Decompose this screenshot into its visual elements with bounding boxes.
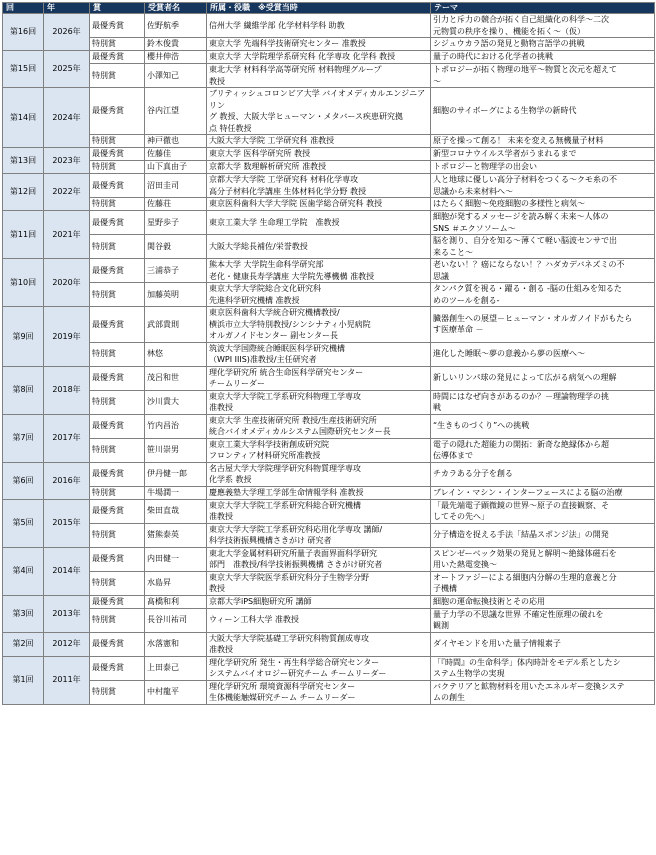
affiliation-cell: 東京大学 先端科学技術研究センター 准教授 — [207, 38, 431, 51]
table-row — [3, 656, 655, 680]
table-row — [3, 547, 655, 571]
theme-cell: 電子の隠れた超能力の開拓：新奇な絶縁体から超 伝導体まで — [431, 438, 655, 462]
header-affiliation: 所属・役職 ※受賞当時 — [207, 3, 431, 14]
prize-cell: 最優秀賞 — [90, 632, 145, 656]
prize-cell: 最優秀賞 — [90, 148, 145, 161]
theme-cell: 人と地球に優しい高分子材料をつくる～クモ糸の不 思議から未来材料へ～ — [431, 174, 655, 198]
prize-cell: 特別賞 — [90, 198, 145, 211]
header-round: 回 — [3, 3, 44, 14]
recipient-name-cell: 林悠 — [145, 342, 207, 366]
table-row — [3, 595, 655, 608]
year-cell: 2018年 — [44, 366, 90, 414]
table-row — [3, 64, 655, 88]
table-row — [3, 51, 655, 64]
recipient-name-cell: 牛場潤一 — [145, 486, 207, 499]
header-theme: テーマ — [431, 3, 655, 14]
round-cell: 第4回 — [3, 547, 44, 595]
affiliation-cell: 京都大学 数理解析研究所 准教授 — [207, 161, 431, 174]
round-cell: 第7回 — [3, 414, 44, 462]
recipient-name-cell: 沙川貴大 — [145, 390, 207, 414]
year-cell: 2016年 — [44, 462, 90, 499]
affiliation-cell: 東京大学 生産技術研究所 教授/生産技術研究所 統合バイオメディカルシステム国際研究センター長 — [207, 414, 431, 438]
theme-cell: 新型コロナウイルス学者がうまれるまで — [431, 148, 655, 161]
table-row — [3, 366, 655, 390]
prize-cell: 最優秀賞 — [90, 174, 145, 198]
year-cell: 2026年 — [44, 14, 90, 51]
round-cell: 第15回 — [3, 51, 44, 88]
theme-cell: 新しいリンパ球の発見によって広がる病気への理解 — [431, 366, 655, 390]
prize-cell: 特別賞 — [90, 486, 145, 499]
theme-cell: 「最先端電子顕微鏡の世界～原子の直接観察、そ してその先へ」 — [431, 499, 655, 523]
recipient-name-cell: 長谷川祐司 — [145, 608, 207, 632]
prize-cell: 最優秀賞 — [90, 656, 145, 680]
theme-cell: “生きものづくり”への挑戦 — [431, 414, 655, 438]
table-row — [3, 608, 655, 632]
theme-cell: 時間にはなぜ向きがあるのか？－理論物理学の挑 戦 — [431, 390, 655, 414]
prize-cell: 特別賞 — [90, 235, 145, 259]
year-cell: 2022年 — [44, 174, 90, 211]
table-row — [3, 14, 655, 38]
table-row — [3, 523, 655, 547]
theme-cell: 細胞が発するメッセージを読み解く未来～人体の SNS ＃エクソソーム～ — [431, 211, 655, 235]
table-row — [3, 235, 655, 259]
year-cell: 2011年 — [44, 656, 90, 704]
year-cell: 2025年 — [44, 51, 90, 88]
recipient-name-cell: 内田健一 — [145, 547, 207, 571]
affiliation-cell: 東京大学 大学院理学系研究科 化学専攻 化学科 教授 — [207, 51, 431, 64]
prize-cell: 最優秀賞 — [90, 462, 145, 486]
affiliation-cell: 東北大学 材料科学高等研究所 材料物理グループ 教授 — [207, 64, 431, 88]
prize-cell: 特別賞 — [90, 161, 145, 174]
recipient-name-cell: 山下真由子 — [145, 161, 207, 174]
prize-cell: 最優秀賞 — [90, 595, 145, 608]
prize-cell: 特別賞 — [90, 283, 145, 307]
affiliation-cell: 東京大学大学院総合文化研究科 先進科学研究機構 准教授 — [207, 283, 431, 307]
table-row — [3, 632, 655, 656]
table-row — [3, 499, 655, 523]
theme-cell: 臓器創生への展望－ヒューマン・オルガノイドがもたら す医療革命 － — [431, 307, 655, 343]
theme-cell: 量子力学の不思議な世界 不確定性原理の破れを 観測 — [431, 608, 655, 632]
prize-cell: 特別賞 — [90, 135, 145, 148]
theme-cell: バクテリアと鉱物材料を用いたエネルギー変換システ ムの創生 — [431, 680, 655, 704]
affiliation-cell: 大阪大学大学院 工学研究科 准教授 — [207, 135, 431, 148]
theme-cell: 量子の時代における化学者の挑戦 — [431, 51, 655, 64]
affiliation-cell: 東京工業大学 生命理工学院 准教授 — [207, 211, 431, 235]
year-cell: 2023年 — [44, 148, 90, 174]
theme-cell: ブレイン・マシン・インターフェースによる脳の治療 — [431, 486, 655, 499]
affiliation-cell: ウィーン工科大学 准教授 — [207, 608, 431, 632]
affiliation-cell: 東京大学大学院工学系研究科応用化学専攻 講師/ 科学技術振興機構さきがけ 研究者 — [207, 523, 431, 547]
affiliation-cell: ブリティッシュコロンビア大学 バイオメディカルエンジニアリン グ 教授、大阪大学ヒューマン・メタバース疾患研究拠 点 特任教授 — [207, 88, 431, 135]
table-row — [3, 148, 655, 161]
table-row — [3, 414, 655, 438]
recipient-name-cell: 佐藤荘 — [145, 198, 207, 211]
prize-cell: 最優秀賞 — [90, 259, 145, 283]
recipient-name-cell: 三浦恭子 — [145, 259, 207, 283]
prize-cell: 特別賞 — [90, 608, 145, 632]
table-row — [3, 680, 655, 704]
prize-cell: 最優秀賞 — [90, 414, 145, 438]
table-row — [3, 283, 655, 307]
year-cell: 2012年 — [44, 632, 90, 656]
theme-cell: 老いない！？癌にならない！？ハダカデバネズミの不 思議 — [431, 259, 655, 283]
recipient-name-cell: 笹川崇男 — [145, 438, 207, 462]
prize-cell: 最優秀賞 — [90, 366, 145, 390]
recipient-name-cell: 武部貴則 — [145, 307, 207, 343]
recipient-name-cell: 関谷毅 — [145, 235, 207, 259]
header-prize: 賞 — [90, 3, 145, 14]
recipient-name-cell: 水落憲和 — [145, 632, 207, 656]
prize-cell: 特別賞 — [90, 523, 145, 547]
theme-cell: シジュウカラ語の発見と動物言語学の挑戦 — [431, 38, 655, 51]
prize-cell: 特別賞 — [90, 438, 145, 462]
theme-cell: 進化した睡眠～夢の意義から夢の医療へ～ — [431, 342, 655, 366]
recipient-name-cell: 中村龍平 — [145, 680, 207, 704]
year-cell: 2015年 — [44, 499, 90, 547]
round-cell: 第12回 — [3, 174, 44, 211]
recipient-name-cell: 谷内江望 — [145, 88, 207, 135]
table-row — [3, 307, 655, 343]
year-cell: 2021年 — [44, 211, 90, 259]
prize-cell: 特別賞 — [90, 571, 145, 595]
prize-cell: 最優秀賞 — [90, 547, 145, 571]
affiliation-cell: 慶應義塾大学理工学部生命情報学科 准教授 — [207, 486, 431, 499]
affiliation-cell: 大阪大学大学院基礎工学研究科物質創成専攻 准教授 — [207, 632, 431, 656]
theme-cell: 引力と斥力の競合が拓く自己組織化の科学～二次 元物質の秩序を操り、機能を拓く～（仮） — [431, 14, 655, 38]
table-row — [3, 198, 655, 211]
awards-body — [3, 14, 655, 705]
theme-cell: 「『時間』の生命科学」体内時計をモデル系としたシ ステム生物学の実現 — [431, 656, 655, 680]
prize-cell: 最優秀賞 — [90, 51, 145, 64]
table-row — [3, 211, 655, 235]
prize-cell: 最優秀賞 — [90, 211, 145, 235]
recipient-name-cell: 茂呂和世 — [145, 366, 207, 390]
affiliation-cell: 東京大学大学院工学系研究科総合研究機構 准教授 — [207, 499, 431, 523]
table-row — [3, 390, 655, 414]
recipient-name-cell: 髙橋和利 — [145, 595, 207, 608]
prize-cell: 最優秀賞 — [90, 88, 145, 135]
recipient-name-cell: 水島昇 — [145, 571, 207, 595]
theme-cell: スピンゼーベック効果の発見と解明～絶縁体磁石を 用いた熱電変換～ — [431, 547, 655, 571]
affiliation-cell: 理化学研究所 発生・再生科学総合研究センター システムバイオロジー研究チーム チームリーダー — [207, 656, 431, 680]
prize-cell: 最優秀賞 — [90, 14, 145, 38]
theme-cell: チカラある分子を創る — [431, 462, 655, 486]
affiliation-cell: 東京大学大学院工学系研究科物理工学専攻 准教授 — [207, 390, 431, 414]
affiliation-cell: 京都大学iPS細胞研究所 講師 — [207, 595, 431, 608]
affiliation-cell: 東京医科歯科大学統合研究機構教授/ 横浜市立大学特別教授/シンシナティ小児病院 オルガノイドセンター 副センター長 — [207, 307, 431, 343]
theme-cell: トポロジーが拓く物理の地平～物質と次元を超えて ～ — [431, 64, 655, 88]
round-cell: 第5回 — [3, 499, 44, 547]
theme-cell: 細胞のサイボーグによる生物学の新時代 — [431, 88, 655, 135]
round-cell: 第2回 — [3, 632, 44, 656]
round-cell: 第11回 — [3, 211, 44, 259]
affiliation-cell: 東京大学 医科学研究所 教授 — [207, 148, 431, 161]
recipient-name-cell: 加藤英明 — [145, 283, 207, 307]
table-row — [3, 571, 655, 595]
table-row — [3, 438, 655, 462]
prize-cell: 特別賞 — [90, 38, 145, 51]
theme-cell: ダイヤモンドを用いた量子情報素子 — [431, 632, 655, 656]
prize-cell: 最優秀賞 — [90, 499, 145, 523]
header-year: 年 — [44, 3, 90, 14]
year-cell: 2024年 — [44, 88, 90, 148]
recipient-name-cell: 鈴木俊貴 — [145, 38, 207, 51]
theme-cell: はたらく細胞～免疫細胞の多様性と病気～ — [431, 198, 655, 211]
prize-cell: 特別賞 — [90, 680, 145, 704]
theme-cell: タンパク質を視る・躍る・創る -脳の仕組みを知るた めのツールを創る- — [431, 283, 655, 307]
theme-cell: 原子を操って創る！ 未来を変える無機量子材料 — [431, 135, 655, 148]
affiliation-cell: 東京工業大学科学技術創成研究院 フロンティア材料研究所准教授 — [207, 438, 431, 462]
recipient-name-cell: 猪熊泰英 — [145, 523, 207, 547]
year-cell: 2013年 — [44, 595, 90, 632]
year-cell: 2020年 — [44, 259, 90, 307]
round-cell: 第6回 — [3, 462, 44, 499]
affiliation-cell: 大阪大学総長補佐/栄誉教授 — [207, 235, 431, 259]
round-cell: 第3回 — [3, 595, 44, 632]
prize-cell: 特別賞 — [90, 64, 145, 88]
prize-cell: 特別賞 — [90, 390, 145, 414]
affiliation-cell: 理化学研究所 統合生命医科学研究センター チームリーダー — [207, 366, 431, 390]
prize-cell: 特別賞 — [90, 342, 145, 366]
table-row — [3, 462, 655, 486]
recipient-name-cell: 佐野航季 — [145, 14, 207, 38]
round-cell: 第8回 — [3, 366, 44, 414]
recipient-name-cell: 竹内昌治 — [145, 414, 207, 438]
round-cell: 第10回 — [3, 259, 44, 307]
affiliation-cell: 信州大学 繊維学部 化学材料学科 助教 — [207, 14, 431, 38]
round-cell: 第16回 — [3, 14, 44, 51]
table-row — [3, 161, 655, 174]
header-row — [3, 3, 655, 14]
table-row — [3, 135, 655, 148]
theme-cell: オートファジーによる細胞内分解の生理的意義と分 子機構 — [431, 571, 655, 595]
recipient-name-cell: 櫻井伸浩 — [145, 51, 207, 64]
affiliation-cell: 筑波大学国際統合睡眠医科学研究機構 （WPI IIIS)准教授/主任研究者 — [207, 342, 431, 366]
affiliation-cell: 東北大学金属材料研究所量子表面界面科学研究 部門 准教授/科学技術振興機構 さきがけ研究者 — [207, 547, 431, 571]
year-cell: 2014年 — [44, 547, 90, 595]
recipient-name-cell: 星野歩子 — [145, 211, 207, 235]
theme-cell: 分子構造を捉える手法「結晶スポンジ法」の開発 — [431, 523, 655, 547]
year-cell: 2017年 — [44, 414, 90, 462]
header-recipient: 受賞者名 — [145, 3, 207, 14]
awards-table — [2, 2, 655, 705]
recipient-name-cell: 神戸徹也 — [145, 135, 207, 148]
round-cell: 第1回 — [3, 656, 44, 704]
table-row — [3, 486, 655, 499]
table-row — [3, 38, 655, 51]
affiliation-cell: 熊本大学 大学院生命科学研究部 老化・健康長寿学講座 大学院先導機構 准教授 — [207, 259, 431, 283]
affiliation-cell: 名古屋大学大学院理学研究科物質理学専攻 化学系 教授 — [207, 462, 431, 486]
round-cell: 第13回 — [3, 148, 44, 174]
table-row — [3, 174, 655, 198]
recipient-name-cell: 沼田圭司 — [145, 174, 207, 198]
affiliation-cell: 東京大学大学院医学系研究科分子生物学分野 教授 — [207, 571, 431, 595]
recipient-name-cell: 上田泰己 — [145, 656, 207, 680]
round-cell: 第14回 — [3, 88, 44, 148]
recipient-name-cell: 小澤知己 — [145, 64, 207, 88]
recipient-name-cell: 伊丹健一郎 — [145, 462, 207, 486]
table-row — [3, 259, 655, 283]
theme-cell: トポロジーと物理学の出会い — [431, 161, 655, 174]
recipient-name-cell: 佐藤佳 — [145, 148, 207, 161]
recipient-name-cell: 柴田直哉 — [145, 499, 207, 523]
affiliation-cell: 東京医科歯科大学大学院 医歯学総合研究科 教授 — [207, 198, 431, 211]
affiliation-cell: 京都大学大学院 工学研究科 材料化学専攻 高分子材料化学講座 生体材料化学分野 教授 — [207, 174, 431, 198]
round-cell: 第9回 — [3, 307, 44, 367]
prize-cell: 最優秀賞 — [90, 307, 145, 343]
table-row — [3, 88, 655, 135]
year-cell: 2019年 — [44, 307, 90, 367]
theme-cell: 細胞の運命転換技術とその応用 — [431, 595, 655, 608]
affiliation-cell: 理化学研究所 環境資源科学研究センター 生体機能触媒研究チーム チームリーダー — [207, 680, 431, 704]
theme-cell: 脳を測り、自分を知る～薄くて軽い脳波センサで出 来ること～ — [431, 235, 655, 259]
table-row — [3, 342, 655, 366]
